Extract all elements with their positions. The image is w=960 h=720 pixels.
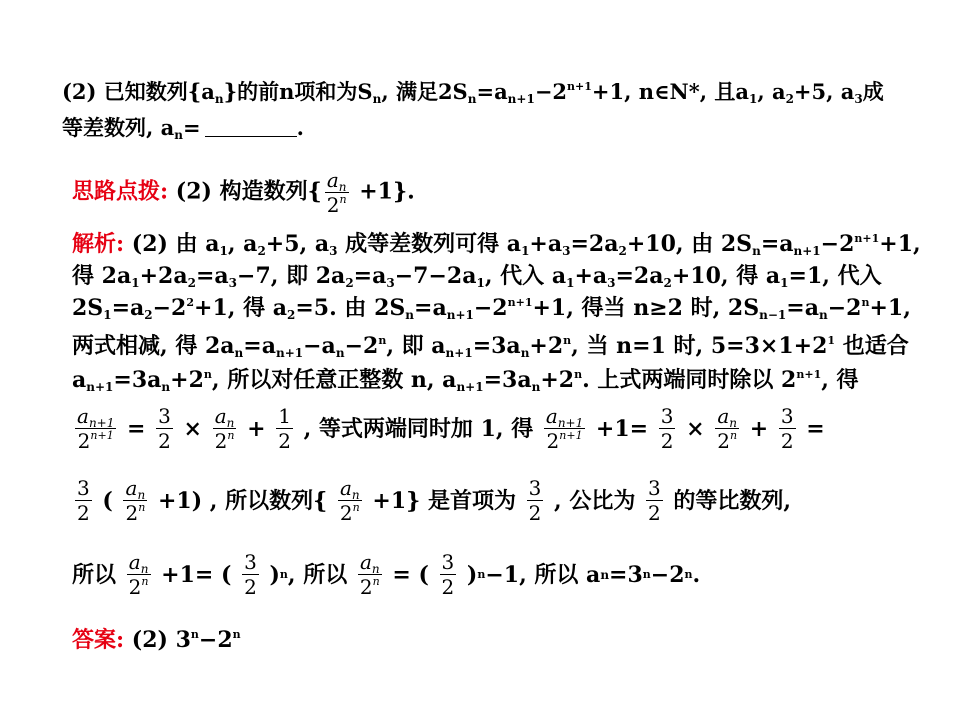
subscript: n — [214, 92, 224, 106]
fraction: $\frac{3}{2}$ — [441, 550, 455, 599]
hint-text: +1}. — [351, 178, 415, 205]
problem-text: = — [182, 115, 201, 140]
problem-text: −2 — [534, 79, 568, 104]
answer-blank — [205, 118, 297, 137]
fraction: $\frac{a_n}{2^n}$ — [125, 476, 146, 525]
problem-text: +5, a — [793, 79, 855, 104]
answer-text: (2) 3 — [124, 627, 191, 653]
answer-line: 答案: (2) $3^n-2^n$ — [72, 627, 241, 653]
fraction: $\frac{3}{2}$ — [158, 404, 171, 453]
fraction: $\frac{3}{2}$ — [528, 476, 542, 525]
fraction: $\frac{a_n}{2^n}$ — [214, 404, 235, 453]
hint-label: 思路点拨 — [72, 178, 161, 205]
fraction: $\frac{3}{2}$ — [780, 404, 794, 453]
fraction: $\frac{3}{2}$ — [77, 476, 90, 525]
solution-line-1: 解析: (2) 由 $a_1$, $a_2+5$, $a_3$ 成等差数列可得 $a_1+a_3=2a_2+10$, 由 $2S_n=a_{n+1}-2^{n+1}+1$, — [72, 231, 921, 258]
problem-line-1 — [62, 78, 884, 106]
problem-text: =a — [476, 79, 508, 104]
subscript: 1 — [748, 92, 758, 106]
problem-line-2 — [62, 114, 304, 142]
fraction: $\frac{a_n}{2^n}$ — [339, 476, 360, 525]
solution-line-6: $\frac{a_{n+1}}{2^{n+1}}$ = $\frac{3}{2}$ × $\frac{a_n}{2^n}$ + $\frac{1}{2}$ , 等式两端同时加 1, 得 $\frac{a_{n+1}}{2^{n+1}}$ +1= $\frac{3}{2}$ × $\frac{a_n}{2^n}$ + $\frac{3}{2}$ = — [77, 404, 825, 453]
answer-label: 答案 — [72, 627, 117, 653]
problem-text: +1, n∈N*, 且a — [591, 79, 749, 104]
problem-text: 等差数列, a — [62, 115, 175, 140]
subscript: n — [467, 92, 477, 106]
hint-line — [72, 168, 415, 217]
solution-line-7: $\frac{3}{2}$ ( $\frac{a_n}{2^n}$ +1) , 所以数列{ $\frac{a_n}{2^n}$ +1} 是首项为 $\frac{3}{2}$ , 公比为 $\frac{3}{2}$ 的等比数列, — [77, 476, 792, 525]
fraction: $\frac{1}{2}$ — [278, 404, 291, 453]
fraction: $\frac{3}{2}$ — [647, 476, 661, 525]
problem-text: , a — [757, 79, 786, 104]
fraction: $\frac{a_n}{2^n}$ — [128, 550, 149, 599]
solution-colon: : — [116, 231, 125, 257]
problem-text: }的前n项和为S — [223, 79, 373, 104]
fraction: $\frac{a_n}{2^n}$ — [359, 550, 380, 599]
hint-colon: : — [160, 178, 169, 205]
subscript: 2 — [785, 92, 794, 106]
problem-text: . — [296, 115, 304, 140]
problem-text: , 满足2S — [381, 79, 468, 104]
problem-text: 成 — [862, 79, 884, 104]
solution-line-3: $2S_1=a_2-2^2+1$, 得 $a_2=5$. 由 $2S_n=a_{n+1}-2^{n+1}+1$, 得当 n≥2 时, $2S_{n-1}=a_n-2^n+1$, — [72, 295, 911, 322]
answer-colon: : — [116, 627, 125, 653]
problem-text: (2) 已知数列{a — [62, 79, 215, 104]
fraction: $\frac{a_n}{2^n}$ — [326, 168, 347, 217]
subscript: n — [174, 128, 183, 142]
solution-line-4: 两式相减, 得 $2a_n=a_{n+1}-a_n-2^n$, 即 $a_{n+1}=3a_n+2^n$, 当 n=1 时, $5=3\times 1+2^1$ 也适合 — [72, 333, 909, 360]
solution-line-5: $a_{n+1}=3a_n+2^n$, 所以对任意正整数 n, $a_{n+1}=3a_n+2^n$. 上式两端同时除以 $2^{n+1}$, 得 — [72, 367, 859, 394]
solution-line-8: 所以 $\frac{a_n}{2^n}$ +1= ( $\frac{3}{2}$ ) n , 所以 $\frac{a_n}{2^n}$ = ( $\frac{3}{2}$ ) n −1, 所以 a n =3 n −2 n . — [72, 550, 701, 599]
solution-line-2: 得 $2a_1+2a_2=a_3-7$, 即 $2a_2=a_3-7-2a_1$, 代入 $a_1+a_3=2a_2+10$, 得 $a_1=1$, 代入 — [72, 263, 882, 290]
solution-label: 解析 — [72, 231, 117, 257]
hint-text: (2) 构造数列{ — [168, 178, 322, 205]
fraction: $\frac{a_{n+1}}{2^{n+1}}$ — [545, 404, 584, 453]
fraction: $\frac{a_n}{2^n}$ — [717, 404, 738, 453]
fraction: $\frac{a_{n+1}}{2^{n+1}}$ — [77, 404, 115, 453]
fraction: $\frac{3}{2}$ — [660, 404, 674, 453]
subscript: n+1 — [507, 92, 535, 106]
subscript: 3 — [854, 92, 863, 106]
subscript: n — [372, 92, 382, 106]
superscript: n+1 — [567, 80, 592, 93]
fraction: $\frac{3}{2}$ — [244, 550, 257, 599]
